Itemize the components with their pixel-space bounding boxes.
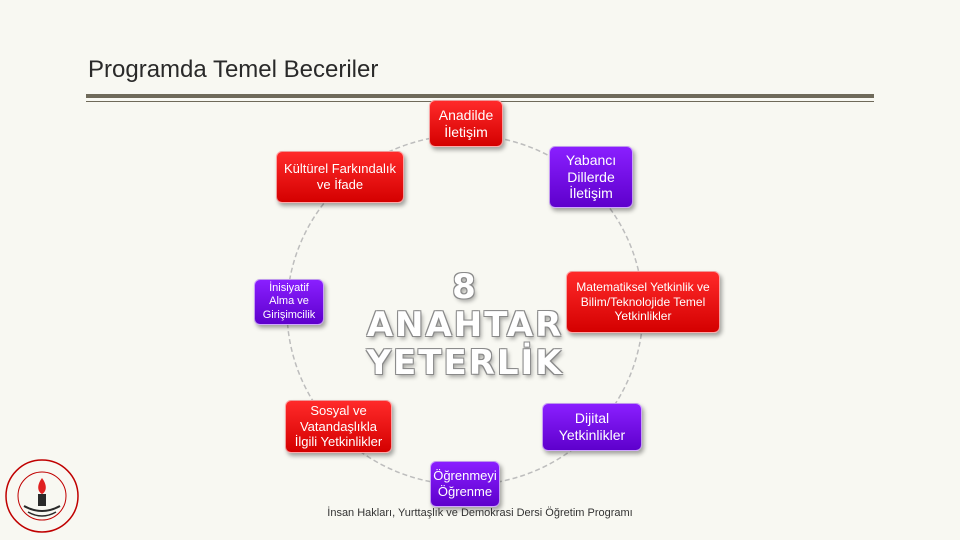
node-dijital-yetkinlikler[interactable]: Dijital Yetkinlikler — [542, 403, 642, 451]
node-anadilde-iletisim[interactable]: Anadilde İletişim — [429, 100, 503, 147]
center-title — [360, 268, 570, 382]
footer-caption: İnsan Hakları, Yurttaşlık ve Demokrasi Dersi Öğretim Programı — [327, 507, 633, 519]
node-inisiyatif-girisimcilik[interactable]: İnisiyatif Alma ve Girişimcilik — [254, 279, 324, 325]
slide-title: Programda Temel Beceriler — [88, 56, 379, 83]
node-ogrenmeyi-ogrenme[interactable]: Öğrenmeyi Öğrenme — [430, 461, 500, 507]
center-title-line1: 8 ANAHTAR — [366, 267, 564, 345]
node-yabanci-dillerde-iletisim[interactable]: Yabancı Dillerde İletişim — [549, 146, 633, 208]
node-matematiksel-yetkinlik[interactable]: Matematiksel Yetkinlik ve Bilim/Teknolojide Temel Yetkinlikler — [566, 271, 720, 333]
node-kulturel-farkindalik[interactable]: Kültürel Farkındalık ve İfade — [276, 151, 404, 203]
center-title-line2: YETERLİK — [366, 343, 564, 383]
node-sosyal-vatandaslik[interactable]: Sosyal ve Vatandaşlıkla İlgili Yetkinlikler — [285, 400, 392, 453]
meb-seal-icon — [2, 456, 82, 536]
